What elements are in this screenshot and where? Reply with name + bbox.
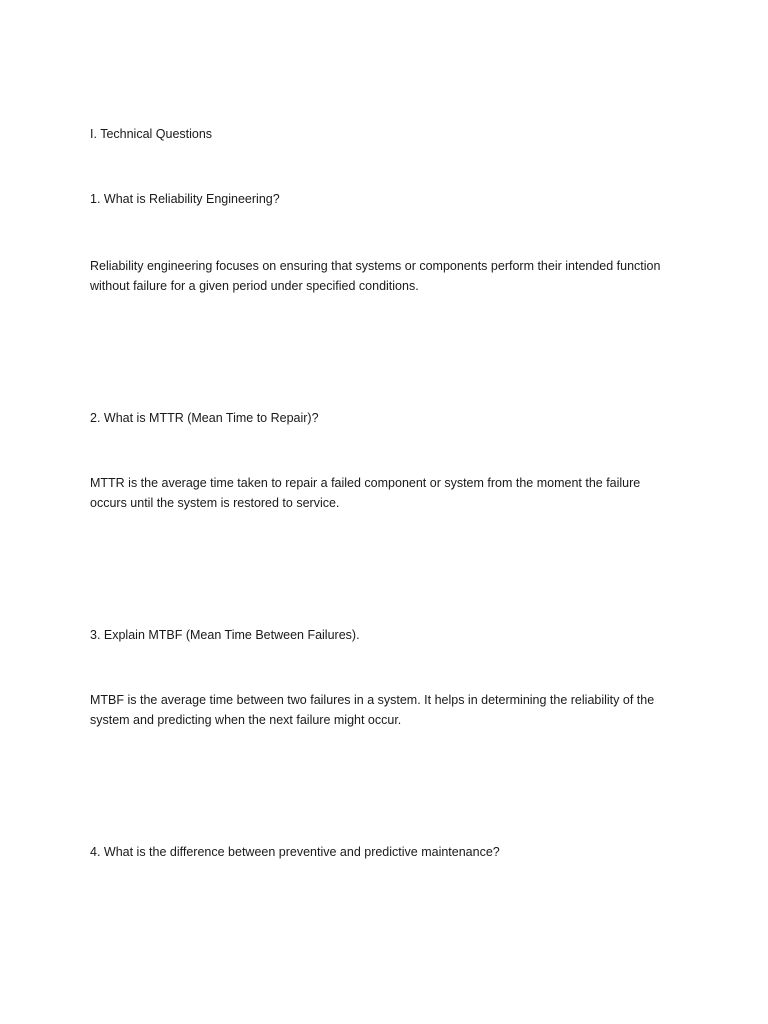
question-3: 3. Explain MTBF (Mean Time Between Failures). <box>90 628 360 642</box>
question-1: 1. What is Reliability Engineering? <box>90 192 280 206</box>
answer-1-line-2: without failure for a given period under specified conditions. <box>90 279 419 293</box>
answer-3-line-2: system and predicting when the next failure might occur. <box>90 713 402 727</box>
answer-1-line-1: Reliability engineering focuses on ensuring that systems or components perform their intended function <box>90 259 661 273</box>
answer-3 <box>90 690 690 730</box>
question-2: 2. What is MTTR (Mean Time to Repair)? <box>90 411 319 425</box>
answer-2-line-2: occurs until the system is restored to service. <box>90 496 340 510</box>
section-title: I. Technical Questions <box>90 127 213 141</box>
answer-2-line-1: MTTR is the average time taken to repair a failed component or system from the moment the failure <box>90 476 641 490</box>
answer-3-line-1: MTBF is the average time between two failures in a system. It helps in determining the reliability of the <box>90 693 655 707</box>
question-4: 4. What is the difference between preventive and predictive maintenance? <box>90 845 500 859</box>
answer-1 <box>90 256 690 296</box>
answer-2 <box>90 473 690 513</box>
